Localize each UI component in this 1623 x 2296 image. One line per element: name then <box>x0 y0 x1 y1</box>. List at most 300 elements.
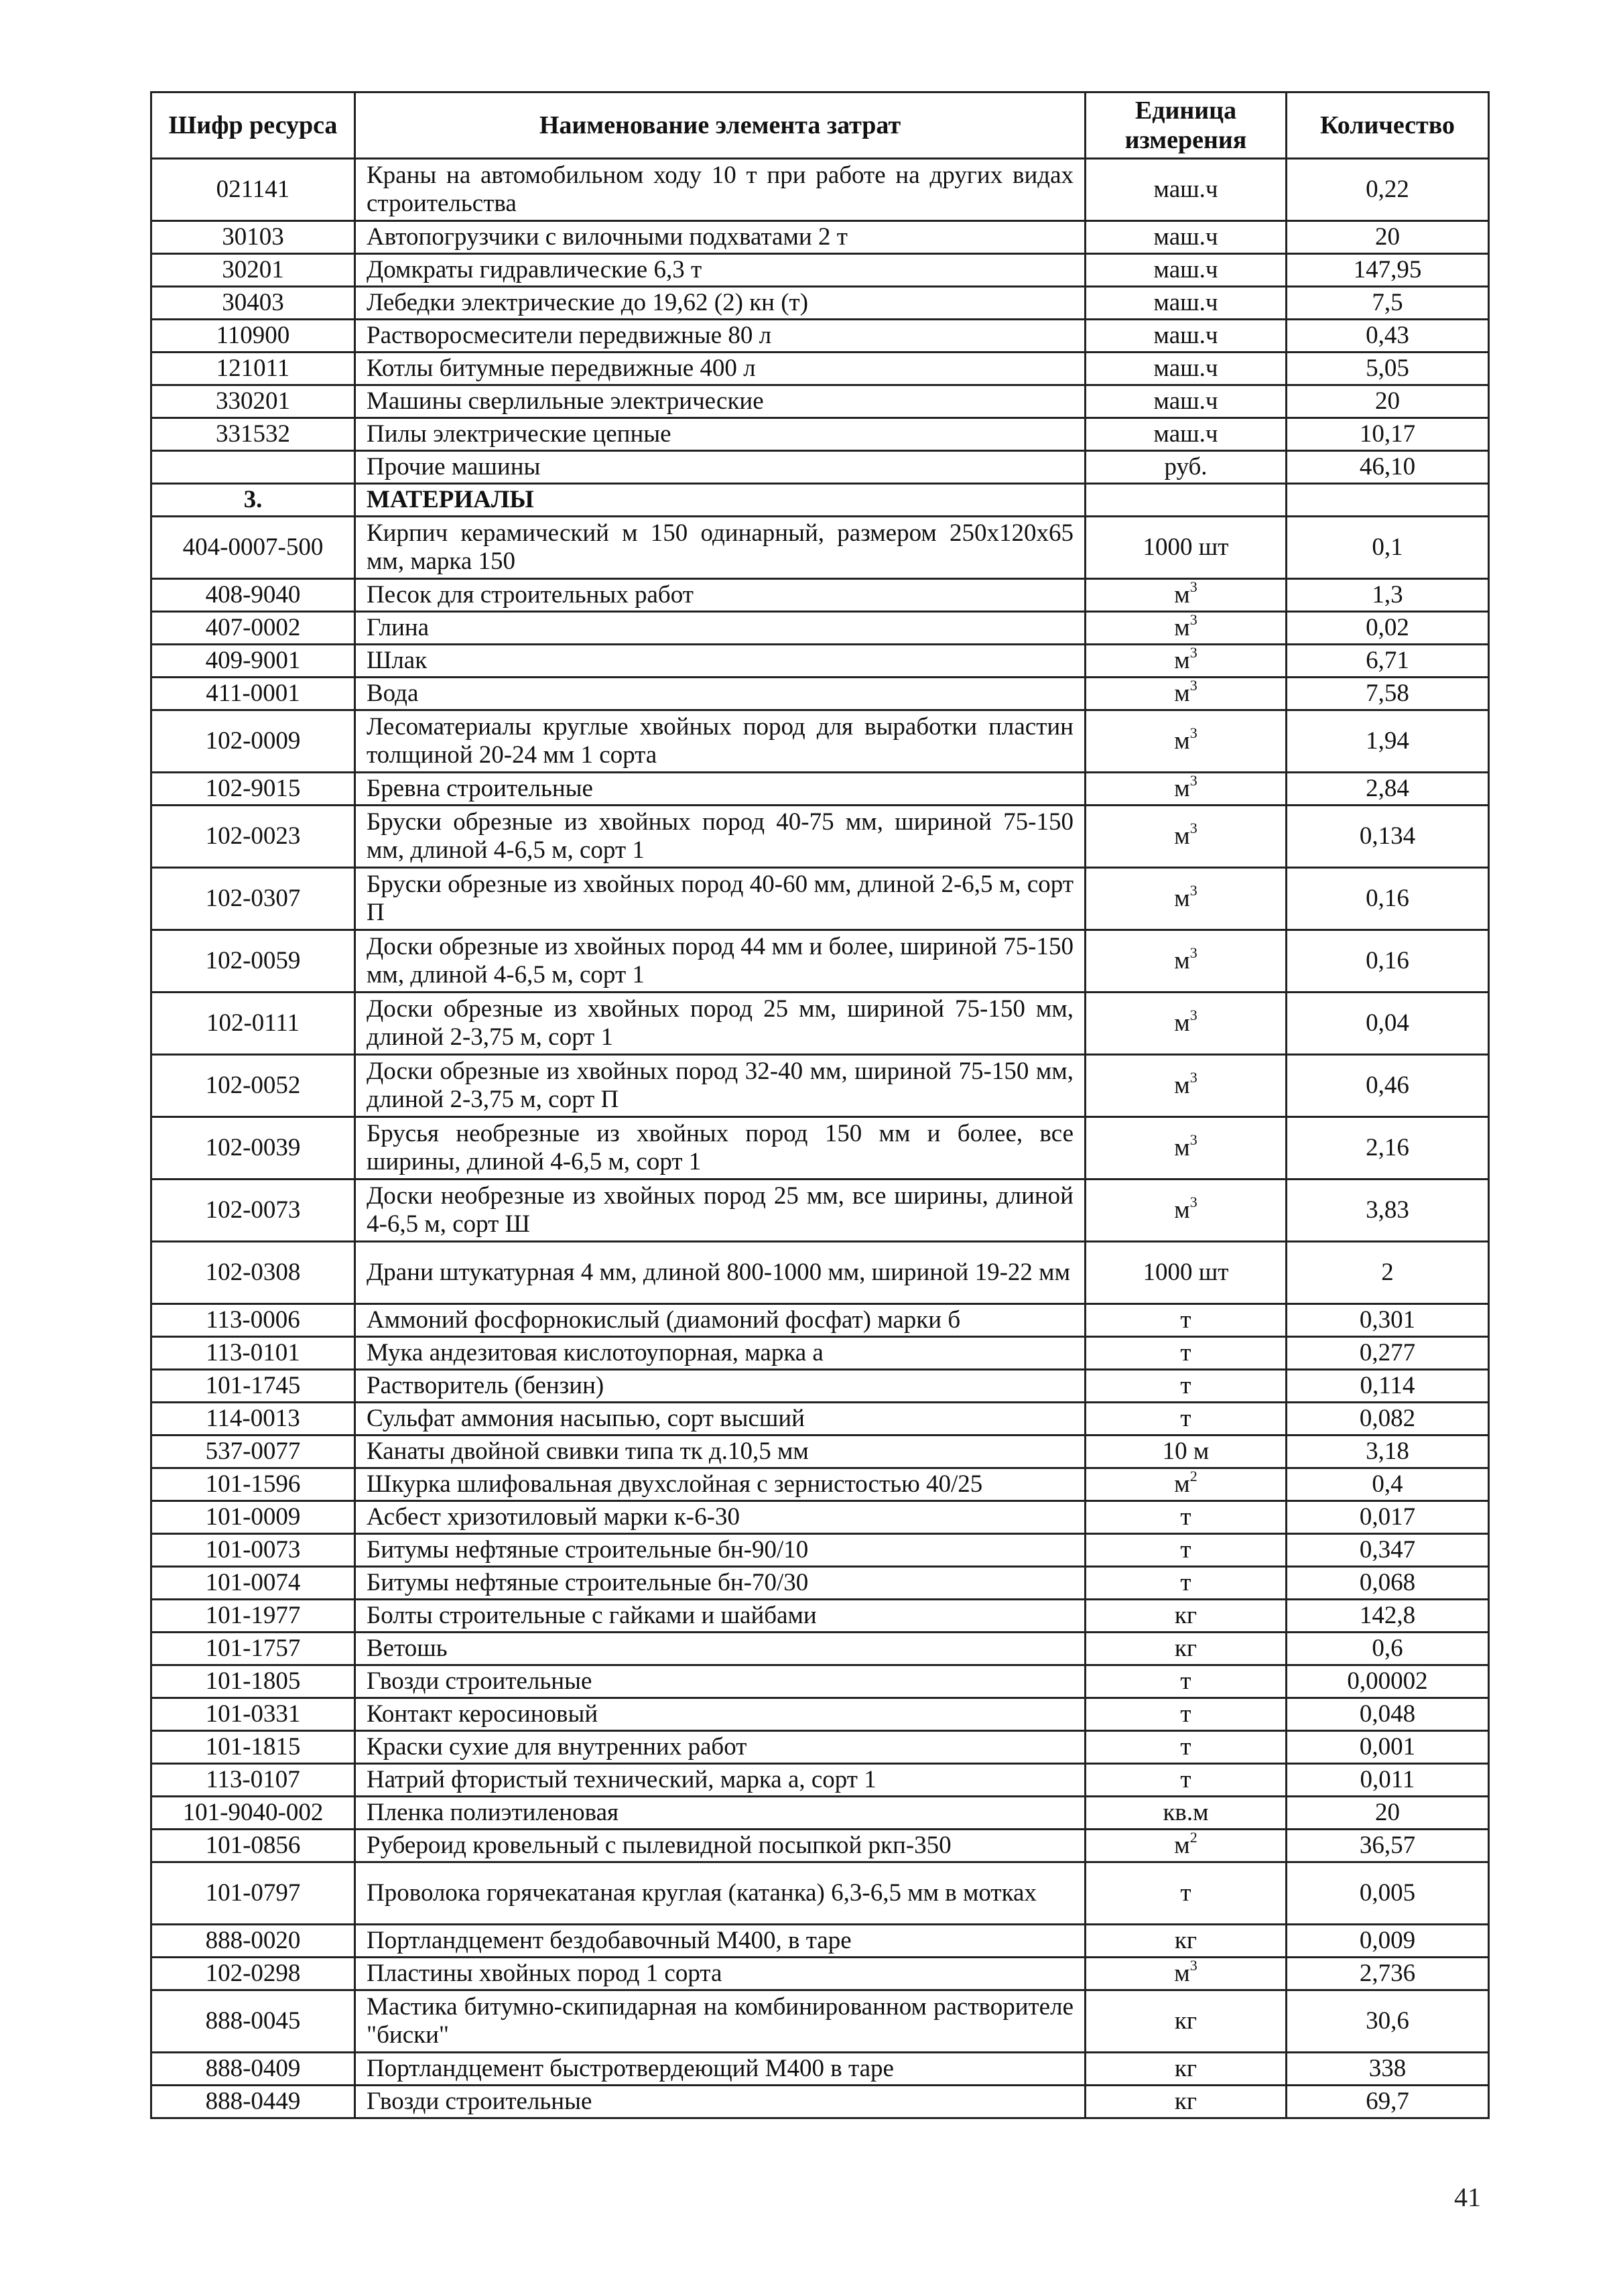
cell-unit-text: т <box>1180 1879 1191 1907</box>
cell-name-text: Прочие машины <box>367 453 541 481</box>
cell-unit-text: м <box>1174 885 1190 912</box>
cell-unit-text: кг <box>1174 1602 1197 1629</box>
cell-qty <box>1287 1990 1489 2053</box>
cell-name <box>355 1600 1086 1633</box>
cell-name <box>355 579 1086 612</box>
table-row <box>151 287 1489 320</box>
cell-qty <box>1287 2053 1489 2086</box>
cell-qty-text: 0,6 <box>1372 1635 1403 1662</box>
cell-code-text: 101-0073 <box>205 1536 301 1564</box>
cell-name-text: Портландцемент быстротвердеющий М400 в таре <box>367 2055 894 2082</box>
table-row <box>151 1633 1489 1665</box>
cell-name <box>355 1370 1086 1403</box>
cell-name-text: Аммоний фосфорнокислый (диамоний фосфат) марки б <box>367 1306 961 1334</box>
cell-qty-text: 0,347 <box>1359 1536 1416 1564</box>
cell-code-text: 330201 <box>216 387 290 415</box>
cell-unit-text: т <box>1180 1339 1191 1366</box>
cell-qty-text: 2,736 <box>1359 1960 1416 1987</box>
cell-code <box>151 993 355 1055</box>
cell-name <box>355 1534 1086 1567</box>
cell-unit-text: м <box>1174 680 1190 707</box>
table-row <box>151 1337 1489 1370</box>
cell-qty-text: 20 <box>1375 1799 1400 1826</box>
cell-unit-text: маш.ч <box>1153 387 1218 415</box>
cell-unit-text: руб. <box>1164 453 1208 481</box>
cell-qty-text: 0,46 <box>1366 1072 1409 1099</box>
cell-qty <box>1287 1370 1489 1403</box>
cell-name-text: Растворосмесители передвижные 80 л <box>367 322 772 349</box>
cell-unit <box>1086 1958 1287 1990</box>
cell-unit-text: м <box>1174 1009 1190 1037</box>
cell-name-text: Доски обрезные из хвойных пород 44 мм и более, шириной 75-150 мм, длиной 4-6,5 м, сорт 1 <box>367 933 1074 988</box>
cell-unit-text: м <box>1174 1832 1190 1859</box>
cell-code-text: 3. <box>243 486 263 513</box>
cell-unit-text: маш.ч <box>1153 322 1218 349</box>
cell-unit-text: м <box>1174 614 1190 641</box>
cell-name-text: Брусья необрезные из хвойных пород 150 мм и более, все ширины, длиной 4-6,5 м, сорт 1 <box>367 1120 1074 1175</box>
cell-name <box>355 1958 1086 1990</box>
cell-unit-text: т <box>1180 1306 1191 1334</box>
table-row <box>151 1242 1489 1304</box>
cell-code <box>151 1958 355 1990</box>
cell-code-text: 101-1757 <box>205 1635 301 1662</box>
cell-qty <box>1287 1567 1489 1600</box>
cell-qty-text: 0,114 <box>1360 1372 1415 1399</box>
cell-code <box>151 353 355 385</box>
cell-code <box>151 484 355 517</box>
cell-unit <box>1086 930 1287 993</box>
table-row <box>151 710 1489 773</box>
cell-name-text: Котлы битумные передвижные 400 л <box>367 355 756 382</box>
cell-name-text: Шкурка шлифовальная двухслойная с зернистостью 40/25 <box>367 1470 983 1498</box>
cell-code <box>151 1925 355 1958</box>
cell-name <box>355 678 1086 710</box>
cell-name-text: Растворитель (бензин) <box>367 1372 604 1399</box>
cell-name <box>355 1862 1086 1925</box>
cell-code-text: 102-0023 <box>205 822 301 850</box>
cell-code <box>151 806 355 868</box>
cell-code-text: 407-0002 <box>205 614 301 641</box>
cell-unit <box>1086 1665 1287 1698</box>
table-row <box>151 1731 1489 1764</box>
cell-qty-text: 147,95 <box>1353 256 1422 283</box>
cell-unit <box>1086 1731 1287 1764</box>
cell-qty <box>1287 806 1489 868</box>
cell-code <box>151 1468 355 1501</box>
cell-unit <box>1086 1862 1287 1925</box>
cell-code <box>151 1633 355 1665</box>
table-row <box>151 1179 1489 1242</box>
table-row <box>151 1990 1489 2053</box>
cell-qty-text: 0,43 <box>1366 322 1409 349</box>
cell-code <box>151 451 355 484</box>
cell-unit <box>1086 1055 1287 1117</box>
cell-unit <box>1086 1501 1287 1534</box>
cell-unit-text: т <box>1180 1569 1191 1596</box>
cell-name <box>355 1337 1086 1370</box>
table-row <box>151 1600 1489 1633</box>
cell-name-text: Бруски обрезные из хвойных пород 40-75 мм, шириной 75-150 мм, длиной 4-6,5 м, сорт 1 <box>367 808 1074 864</box>
cell-qty <box>1287 1534 1489 1567</box>
cell-code <box>151 1990 355 2053</box>
cell-code-text: 888-0020 <box>205 1927 301 1954</box>
cell-code <box>151 1117 355 1179</box>
cell-name <box>355 221 1086 254</box>
cell-name-text: Доски необрезные из хвойных пород 25 мм, все ширины, длиной 4-6,5 м, сорт Ш <box>367 1182 1074 1238</box>
cell-unit <box>1086 579 1287 612</box>
cell-unit-text: маш.ч <box>1153 223 1218 251</box>
table-row <box>151 1830 1489 1862</box>
cell-qty-text: 0,082 <box>1359 1405 1416 1432</box>
cell-unit <box>1086 1403 1287 1436</box>
table-row <box>151 1468 1489 1501</box>
cell-qty <box>1287 1830 1489 1862</box>
table-row <box>151 1925 1489 1958</box>
cell-name-text: Гвозди строительные <box>367 1667 592 1695</box>
cell-unit <box>1086 1534 1287 1567</box>
cell-code <box>151 1501 355 1534</box>
cell-qty <box>1287 1117 1489 1179</box>
cell-name <box>355 645 1086 678</box>
cell-code <box>151 1304 355 1337</box>
cell-code <box>151 1567 355 1600</box>
cell-unit <box>1086 1925 1287 1958</box>
cell-qty <box>1287 1242 1489 1304</box>
cell-qty <box>1287 1925 1489 1958</box>
cell-qty <box>1287 1337 1489 1370</box>
cell-unit <box>1086 1304 1287 1337</box>
table-row <box>151 2086 1489 2118</box>
cell-qty <box>1287 159 1489 221</box>
cell-unit <box>1086 451 1287 484</box>
cell-unit <box>1086 1117 1287 1179</box>
cell-unit <box>1086 1990 1287 2053</box>
cell-name-text: Автопогрузчики с вилочными подхватами 2 т <box>367 223 848 251</box>
cell-qty <box>1287 1665 1489 1698</box>
unit-exponent: 3 <box>1189 1957 1197 1974</box>
section-row <box>151 484 1489 517</box>
cell-unit <box>1086 221 1287 254</box>
unit-exponent: 3 <box>1189 772 1197 789</box>
cell-qty-text: 0,005 <box>1359 1879 1416 1907</box>
cell-code-text: 101-0074 <box>205 1569 301 1596</box>
cell-qty <box>1287 2086 1489 2118</box>
cell-name-text: Песок для строительных работ <box>367 581 694 609</box>
cell-name-text: Битумы нефтяные строительные бн-70/30 <box>367 1569 809 1596</box>
cell-code <box>151 645 355 678</box>
table-row <box>151 1665 1489 1698</box>
cell-name <box>355 806 1086 868</box>
cell-qty-text: 69,7 <box>1366 2088 1409 2115</box>
unit-exponent: 3 <box>1189 1069 1197 1086</box>
cell-code-text: 888-0045 <box>205 2007 301 2035</box>
cell-code <box>151 2086 355 2118</box>
cell-code-text: 102-0039 <box>205 1134 301 1161</box>
cell-name <box>355 1304 1086 1337</box>
cell-qty-text: 20 <box>1375 223 1400 251</box>
cell-qty <box>1287 1055 1489 1117</box>
cell-unit <box>1086 710 1287 773</box>
cell-qty-text: 0,048 <box>1359 1700 1416 1728</box>
cell-unit-text: маш.ч <box>1153 256 1218 283</box>
cell-code <box>151 579 355 612</box>
cell-code-text: 30103 <box>222 223 284 251</box>
cell-name-text: Бруски обрезные из хвойных пород 40-60 мм, длиной 2-6,5 м, сорт П <box>367 871 1074 926</box>
cell-qty-text: 0,4 <box>1372 1470 1403 1498</box>
cell-qty-text: 0,00002 <box>1347 1667 1428 1695</box>
cell-code <box>151 1764 355 1797</box>
cell-code <box>151 1797 355 1830</box>
table-row <box>151 1764 1489 1797</box>
cell-name <box>355 320 1086 353</box>
cell-code-text: 101-0856 <box>205 1832 301 1859</box>
cell-name <box>355 1990 1086 2053</box>
cell-code <box>151 1731 355 1764</box>
cell-unit-text: м <box>1174 1470 1190 1498</box>
cell-name-text: Шлак <box>367 647 428 674</box>
cell-code <box>151 678 355 710</box>
cell-unit-text: т <box>1180 1667 1191 1695</box>
cell-qty <box>1287 254 1489 287</box>
cell-unit-text: м <box>1174 727 1190 755</box>
unit-exponent: 2 <box>1189 1829 1197 1846</box>
cell-qty <box>1287 1633 1489 1665</box>
cell-code-text: 101-1805 <box>205 1667 301 1695</box>
cell-unit-text: т <box>1180 1372 1191 1399</box>
cell-code-text: 121011 <box>216 355 290 382</box>
cell-name-text: Битумы нефтяные строительные бн-90/10 <box>367 1536 809 1564</box>
cell-code <box>151 1403 355 1436</box>
cell-code <box>151 1179 355 1242</box>
cell-unit-text: кг <box>1174 2007 1197 2035</box>
cell-code-text: 113-0006 <box>206 1306 300 1334</box>
cell-qty <box>1287 484 1489 517</box>
table-row <box>151 773 1489 806</box>
cell-unit-text: 1000 шт <box>1143 533 1229 561</box>
cell-unit-text: м <box>1174 581 1190 609</box>
cell-name-text: Доски обрезные из хвойных пород 32-40 мм, шириной 75-150 мм, длиной 2-3,75 м, сорт П <box>367 1058 1074 1113</box>
cell-code-text: 101-0331 <box>205 1700 301 1728</box>
cell-unit-text: м <box>1174 775 1190 802</box>
cell-unit-text: кв.м <box>1163 1799 1209 1826</box>
table-row <box>151 254 1489 287</box>
cell-name-text: Домкраты гидравлические 6,3 т <box>367 256 702 283</box>
cell-name-text: Лесоматериалы круглые хвойных пород для выработки пластин толщиной 20-24 мм 1 сорта <box>367 713 1074 769</box>
table-row <box>151 1698 1489 1731</box>
cell-qty-text: 0,277 <box>1359 1339 1416 1366</box>
table-body <box>151 159 1489 2118</box>
cell-code <box>151 320 355 353</box>
cell-name-text: Портландцемент бездобавочный М400, в таре <box>367 1927 852 1954</box>
table-row <box>151 385 1489 418</box>
cell-unit <box>1086 1242 1287 1304</box>
cell-name <box>355 930 1086 993</box>
table-row <box>151 1055 1489 1117</box>
cell-unit <box>1086 1764 1287 1797</box>
cell-code-text: 101-1815 <box>205 1733 301 1761</box>
table-row <box>151 1403 1489 1436</box>
cell-name-text: Мастика битумно-скипидарная на комбинированном растворителе "биски" <box>367 1993 1074 2049</box>
cell-name <box>355 773 1086 806</box>
cell-code-text: 404-0007-500 <box>182 533 324 561</box>
cell-qty <box>1287 1698 1489 1731</box>
cell-code-text: 101-0797 <box>205 1879 301 1907</box>
cell-code-text: 888-0449 <box>205 2088 301 2115</box>
cell-code-text: 408-9040 <box>205 581 301 609</box>
table-row <box>151 2053 1489 2086</box>
cell-qty <box>1287 612 1489 645</box>
cell-unit-text: м <box>1174 647 1190 674</box>
cell-code-text: 114-0013 <box>206 1405 300 1432</box>
cell-qty <box>1287 517 1489 579</box>
cell-qty <box>1287 221 1489 254</box>
cell-code <box>151 1698 355 1731</box>
cell-code-text: 102-0009 <box>205 727 301 755</box>
cell-name <box>355 1501 1086 1534</box>
cell-qty <box>1287 320 1489 353</box>
table-row <box>151 1501 1489 1534</box>
cell-name <box>355 1403 1086 1436</box>
cell-name-text: Драни штукатурная 4 мм, длиной 800-1000 мм, шириной 19-22 мм <box>367 1259 1071 1286</box>
cell-code-text: 30201 <box>222 256 284 283</box>
cell-code-text: 102-0307 <box>205 885 301 912</box>
cell-unit-text: м <box>1174 1960 1190 1987</box>
cell-name <box>355 1698 1086 1731</box>
cell-qty <box>1287 1764 1489 1797</box>
cell-code-text: 888-0409 <box>205 2055 301 2082</box>
cell-name <box>355 385 1086 418</box>
cell-code-text: 102-0298 <box>205 1960 301 1987</box>
cell-code <box>151 868 355 930</box>
cell-unit <box>1086 1698 1287 1731</box>
cell-unit-text: кг <box>1174 2088 1197 2115</box>
cell-name-text: Натрий фтористый технический, марка а, сорт 1 <box>367 1766 877 1793</box>
cell-code-text: 102-0073 <box>205 1196 301 1224</box>
cell-unit <box>1086 1370 1287 1403</box>
table-row <box>151 579 1489 612</box>
table-row <box>151 612 1489 645</box>
cell-name <box>355 1055 1086 1117</box>
unit-exponent: 3 <box>1189 1131 1197 1148</box>
cell-code-text: 102-0308 <box>205 1259 301 1286</box>
cell-name <box>355 868 1086 930</box>
cell-name <box>355 1764 1086 1797</box>
table-header <box>151 92 1489 159</box>
unit-exponent: 3 <box>1189 724 1197 741</box>
cell-name <box>355 1179 1086 1242</box>
cell-unit <box>1086 1830 1287 1862</box>
cell-code-text: 101-1596 <box>205 1470 301 1498</box>
cell-code-text: 021141 <box>216 176 290 203</box>
cell-unit-text: т <box>1180 1405 1191 1432</box>
cell-qty <box>1287 710 1489 773</box>
cell-qty <box>1287 678 1489 710</box>
cell-name <box>355 1567 1086 1600</box>
cell-unit <box>1086 1337 1287 1370</box>
cell-qty-text: 0,134 <box>1359 822 1416 850</box>
cell-qty <box>1287 930 1489 993</box>
cell-qty <box>1287 1179 1489 1242</box>
cell-name-text: Пленка полиэтиленовая <box>367 1799 619 1826</box>
cell-unit <box>1086 645 1287 678</box>
cell-qty-text: 30,6 <box>1366 2007 1409 2035</box>
cell-unit-text: кг <box>1174 1635 1197 1662</box>
header-name: Наименование элемента затрат <box>355 92 1086 159</box>
cell-unit <box>1086 385 1287 418</box>
cell-qty-text: 46,10 <box>1359 453 1416 481</box>
cell-code <box>151 159 355 221</box>
cell-qty <box>1287 1797 1489 1830</box>
unit-exponent: 3 <box>1189 820 1197 836</box>
cell-unit-text: маш.ч <box>1153 289 1218 316</box>
cell-name-text: Проволока горячекатаная круглая (катанка) 6,3-6,5 мм в мотках <box>367 1879 1037 1907</box>
cell-code <box>151 1337 355 1370</box>
cell-name <box>355 1117 1086 1179</box>
cell-code-text: 409-9001 <box>205 647 301 674</box>
cell-unit-text: м <box>1174 947 1190 974</box>
cell-unit-text: кг <box>1174 1927 1197 1954</box>
cell-name <box>355 353 1086 385</box>
cell-name-text: Вода <box>367 680 419 707</box>
cell-unit-text: м <box>1174 1134 1190 1161</box>
cell-unit <box>1086 868 1287 930</box>
cell-code <box>151 2053 355 2086</box>
cell-qty-text: 0,16 <box>1366 947 1409 974</box>
cell-unit-text: т <box>1180 1766 1191 1793</box>
table-row <box>151 1567 1489 1600</box>
cell-name-text: Болты строительные с гайками и шайбами <box>367 1602 817 1629</box>
unit-exponent: 3 <box>1189 944 1197 961</box>
unit-exponent: 2 <box>1189 1468 1197 1484</box>
cell-qty <box>1287 353 1489 385</box>
cell-qty-text: 10,17 <box>1359 420 1416 448</box>
cell-code <box>151 1055 355 1117</box>
cell-qty <box>1287 1403 1489 1436</box>
cell-name <box>355 484 1086 517</box>
cell-code-text: 101-1977 <box>205 1602 301 1629</box>
unit-exponent: 3 <box>1189 1007 1197 1023</box>
cell-name <box>355 993 1086 1055</box>
cell-unit-text: т <box>1180 1700 1191 1728</box>
cell-qty-text: 2,16 <box>1366 1134 1409 1161</box>
cell-code <box>151 1600 355 1633</box>
cell-name <box>355 710 1086 773</box>
cell-unit-text: м <box>1174 1072 1190 1099</box>
cell-name <box>355 254 1086 287</box>
cell-unit-text: маш.ч <box>1153 176 1218 203</box>
table-row <box>151 353 1489 385</box>
cell-qty <box>1287 1600 1489 1633</box>
cell-code-text: 102-9015 <box>205 775 301 802</box>
cell-unit <box>1086 484 1287 517</box>
cell-unit <box>1086 1436 1287 1468</box>
cell-code <box>151 1665 355 1698</box>
table-row <box>151 1958 1489 1990</box>
cell-unit <box>1086 254 1287 287</box>
cell-qty <box>1287 993 1489 1055</box>
cell-qty <box>1287 645 1489 678</box>
cell-qty-text: 2,84 <box>1366 775 1409 802</box>
cell-name <box>355 287 1086 320</box>
table-row <box>151 1436 1489 1468</box>
cell-name-text: Краски сухие для внутренних работ <box>367 1733 747 1761</box>
cell-qty <box>1287 418 1489 451</box>
cell-qty-text: 3,18 <box>1366 1438 1409 1465</box>
cell-code <box>151 418 355 451</box>
cell-code-text: 113-0101 <box>206 1339 300 1366</box>
cell-qty-text: 0,068 <box>1359 1569 1416 1596</box>
table-row <box>151 1370 1489 1403</box>
